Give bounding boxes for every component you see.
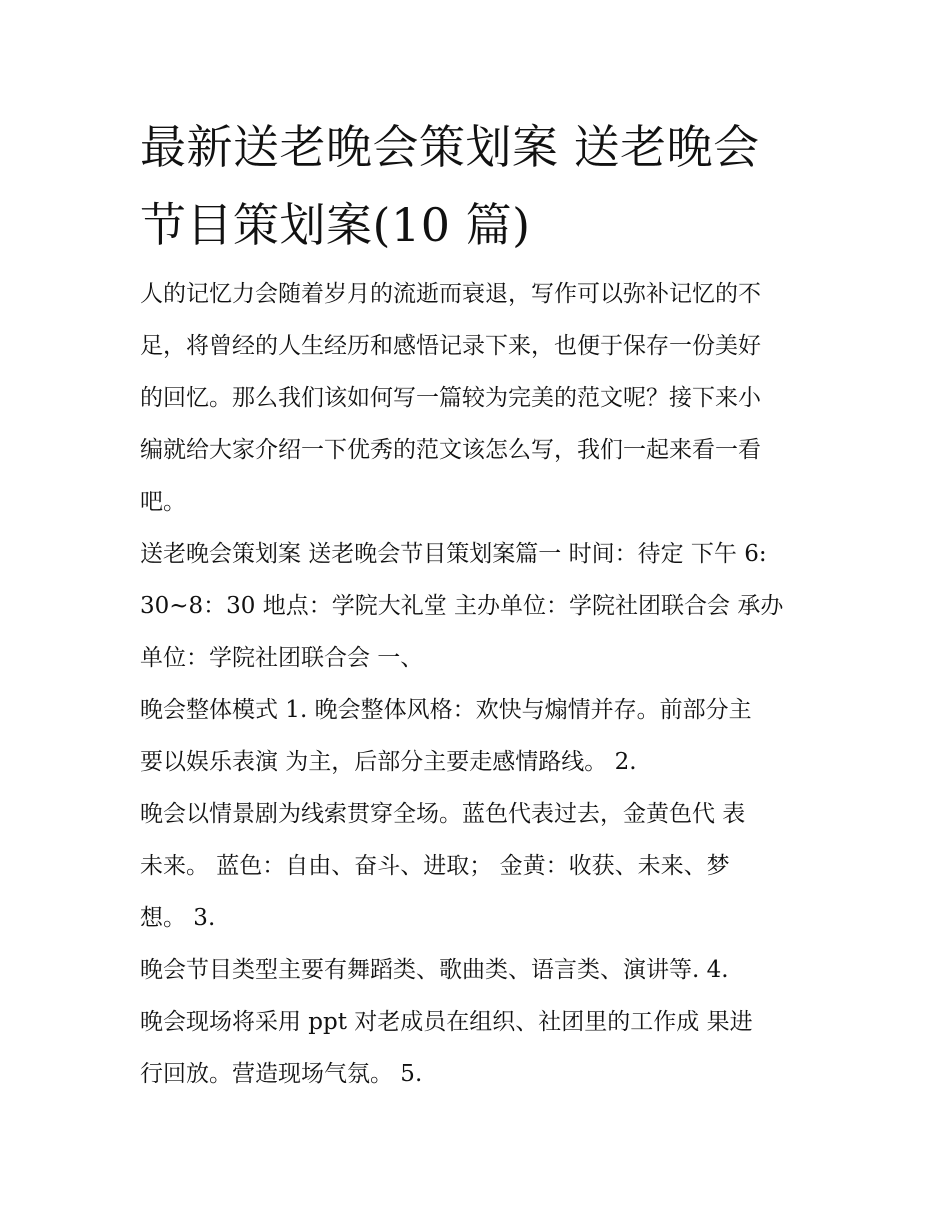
text-line: 送老晚会策划案 送老晚会节目策划案篇一 时间：待定 下午 6: xyxy=(140,541,767,567)
intro-paragraph xyxy=(140,268,816,528)
text-line: 行回放。营造现场气氛。 5. xyxy=(140,1061,423,1087)
text-line: 晚会现场将采用 ppt 对老成员在组织、社团里的工作成 果进 xyxy=(140,1009,753,1035)
document-title xyxy=(140,108,816,264)
title-line: 最新送老晚会策划案 送老晚会 xyxy=(140,120,760,174)
schedule-paragraph xyxy=(140,528,816,684)
document-body xyxy=(140,108,816,1100)
text-line: 人的记忆力会随着岁月的流逝而衰退，写作可以弥补记忆的不 xyxy=(140,281,761,307)
text-line: 想。 3. xyxy=(140,905,216,931)
text-line: 吧。 xyxy=(140,489,186,515)
program-types-paragraph xyxy=(140,944,816,996)
text-line: 单位：学院社团联合会 一、 xyxy=(140,645,424,671)
playback-paragraph xyxy=(140,996,816,1100)
theme-paragraph xyxy=(140,788,816,944)
text-line: 未来。 蓝色：自由、奋斗、进取； 金黄：收获、未来、梦 xyxy=(140,853,730,879)
text-line: 晚会整体模式 1. 晚会整体风格：欢快与煽情并存。前部分主 xyxy=(140,697,752,723)
style-paragraph xyxy=(140,684,816,788)
text-line: 要以娱乐表演 为主，后部分主要走感情路线。 2. xyxy=(140,749,637,775)
text-line: 晚会以情景剧为线索贯穿全场。蓝色代表过去，金黄色代 表 xyxy=(140,801,746,827)
title-line: 节目策划案(10 篇) xyxy=(140,198,531,252)
text-line: 30~8：30 地点：学院大礼堂 主办单位：学院社团联合会 承办 xyxy=(140,593,784,619)
text-line: 晚会节目类型主要有舞蹈类、歌曲类、语言类、演讲等. 4. xyxy=(140,957,729,983)
text-line: 编就给大家介绍一下优秀的范文该怎么写，我们一起来看一看 xyxy=(140,437,761,463)
text-line: 足，将曾经的人生经历和感悟记录下来，也便于保存一份美好 xyxy=(140,333,761,359)
text-line: 的回忆。那么我们该如何写一篇较为完美的范文呢？接下来小 xyxy=(140,385,761,411)
